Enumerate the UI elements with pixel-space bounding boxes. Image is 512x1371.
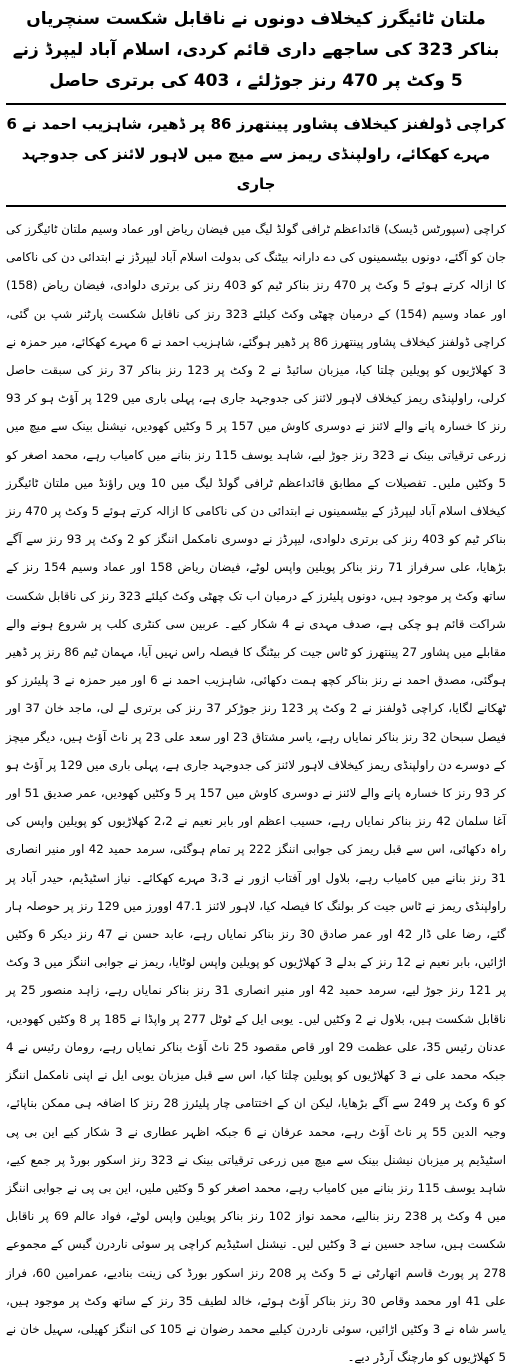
article-headline: ملتان ٹائیگرز کیخلاف دونوں نے ناقابل شکست سنچریاں بناکر 323 کی ساجھے داری قائم کردی، اسلام آباد لیپرڈ زنے 5 وکٹ پر 470 رنز جوڑلئے ، 403 کی برتری حاصل bbox=[12, 9, 500, 91]
subheadline-divider bbox=[6, 205, 506, 207]
headline-divider bbox=[6, 103, 506, 105]
article-body: کراچی (سپورٹس ڈیسک) قائداعظم ٹرافی گولڈ لیگ میں فیضان ریاض اور عماد وسیم ملتان ٹائیگرز کی جان کو آگئے، دونوں بیٹسمینوں کی دے دارانہ بیٹنگ کی بدولت اسلام آباد لیپرڈز نے ابتدائی دن کی ناکامی کا ازالہ کرتے ہوئے 5 وکٹ پر 470 رنز بناکر ٹیم کو 403 رنز کی برتری دلوادی، فیضان ریاض (158) اور عماد وسیم (154) کے درمیان چھٹی وکٹ کیلئے 323 رنز کی ناقابل شکست پارٹنر شپ بن گئی، کراچی ڈولفنز کیخلاف پشاور پینتھرز 86 پر ڈھیر ہوگئے، شاہزیب احمد نے 6 مہرے کھکائے، میر حمزہ نے 3 کھلاڑیوں کو پویلین چلتا کیا، میزبان سائیڈ نے 2 وکٹ پر 123 رنز بناکر 37 رنز کی سبقت حاصل کرلی، راولپنڈی ریمز کیخلاف لاہور لائنز کی جدوجہد جاری ہے، پہلی باری میں 129 پر آؤٹ ہو کر 93 رنز کا خسارہ پانے والے لائنز نے دوسری کاوش میں 157 پر 5 وکٹیں کھودیں، نیشنل بینک سے میچ میں زرعی ترقیاتی بینک نے 323 رنز جوڑ لیے، شاہد یوسف 115 رنز بنانے میں کامیاب رہے، محمد اصغر کو 5 وکٹیں ملیں۔ تفصیلات کے مطابق قائداعظم ٹرافی گولڈ لیگ میں 10 ویں راؤنڈ میں ملتان ٹائیگرز کیخلاف اسلام آباد لیپرڈز کے بیٹسمینوں نے ابتدائی دن کی ناکامی کا ازالہ کرتے ہوئے 5 وکٹ پر 470 رنز بناکر ٹیم کو 403 رنز کی برتری دلوادی، لیپرڈز نے دوسری نامکمل اننگز کو 2 وکٹ پر 93 رنز سے آگے بڑھایا، علی سرفراز 71 رنز بناکر پویلین واپس لوٹے، فیضان ریاض 158 اور عماد وسیم 154 رنز کے ساتھ وکٹ پر موجود ہیں، دونوں پلیئرز کے درمیان اب تک چھٹی وکٹ کیلئے 323 رنز کی ناقابل شکست شراکت قائم ہو چکی ہے، صدف مہدی نے 4 شکار کیے۔ عربین سی کنٹری کلب پر شروع ہونے والے مقابلے میں پشاور 27 پینتھرز کو ٹاس جیت کر بیٹنگ کا فیصلہ راس نہیں آیا، مہمان ٹیم 86 رنز پر ڈھیر ہوگئی، مصدق احمد نے رنز بناکر کچھ ہمت دکھائی، شاہزیب احمد نے 6 اور میر حمزہ نے 3 پلیئرز کو ٹھکانے لگایا، کراچی ڈولفنز نے 2 وکٹ پر 123 رنز جوڑکر 37 رنز کی برتری لے لی، ماجد خان 37 اور فیصل سبحان 32 رنز بناکر نمایاں رہے، یاسر مشتاق 23 اور سعد علی 23 پر ناٹ آؤٹ ہیں، دیگر میچز کے دوسرے دن راولپنڈی ریمز کیخلاف لاہور لائنز کی جدوجہد جاری ہے، پہلی باری میں 129 پر آؤٹ ہو کر 93 رنز کا خسارہ پانے والے لائنز نے دوسری کاوش میں 157 پر 5 وکٹیں کھودیں، عمر صدیق 51 اور آغا سلمان 42 رنز بناکر نمایاں رہے، حسیب اعظم اور بابر نعیم نے 2،2 کھلاڑیوں کو پویلین واپس کی راہ دکھائی، اس سے قبل ریمز کی جوابی اننگز 222 پر تمام ہوگئی، سرمد حمید 42 اور منیر انصاری 31 رنز بنانے میں کامیاب رہے، بلاول اور آفتاب ازور نے 3،3 مہرے کھکائے۔ نیاز اسٹیڈیم، حیدر آباد پر راولپنڈی ریمز نے ٹاس جیت کر بولنگ کا فیصلہ کیا، لاہور لائنز 47.1 اوورز میں 129 رنز پر حوصلہ ہار گئے، رضا علی ڈار 42 اور عمر صادق 30 رنز بناکر نمایاں رہے، عابد حسن نے 47 رنز دیکر 6 وکٹیں اڑائیں، بابر نعیم نے 12 رنز کے بدلے 3 کھلاڑیوں کو پویلین واپس لوٹایا، ریمز نے جوابی اننگز میں 3 وکٹ پر 121 رنز جوڑ لیے، سرمد حمید 42 اور منیر انصاری 31 رنز بناکر نمایاں رہے، زاہد منصور 25 پر ناقابل شکست ہیں، بلاول نے 2 وکٹیں لیں۔ یوبی ایل کے ٹوٹل 277 پر واپڈا نے 185 پر 8 وکٹیں کھودیں، عدنان رئیس 35، علی عظمت 29 اور قاص مقصود 25 ناٹ آؤٹ بناکر نمایاں رہے، رومان رئیس نے 4 جبکہ محمد علی نے 3 کھلاڑیوں کو پویلین چلتا کیا، اس سے قبل میزبان یوبی ایل نے اپنی نامکمل اننگز کو 6 وکٹ پر 249 سے آگے بڑھایا، لیکن ان کے اختتامی چار پلیئرز 28 رنز کا اضافہ ہی ممکن بناپائے، وجیہ الدین 55 پر ناٹ آؤٹ رہے، محمد عرفان نے 6 جبکہ اظہر عطاری نے 3 شکار کیے این بی پی اسٹیڈیم پر میزبان نیشنل بینک سے میچ میں زرعی ترقیاتی بینک نے 323 رنز اسکور بورڈ پر جمع کیے، شاہد یوسف 115 رنز بنانے میں کامیاب رہے، محمد اصغر کو 5 وکٹیں ملیں، این بی پی نے جوابی اننگز میں 4 وکٹ پر 238 رنز بنالیے، محمد نواز 102 رنز بناکر پویلین واپس لوٹے، فواد عالم 69 پر ناقابل شکست ہیں، ساجد حسین نے 3 وکٹیں لیں۔ نیشنل اسٹیڈیم کراچی پر سوئی ناردرن گیس کے مجموعے 278 پر پورٹ قاسم اتھارٹی نے 5 وکٹ پر 208 رنز اسکور بورڈ کی زینت بنادیے، عمرامین 60، فراز علی 41 اور محمد وقاص 30 رنز بناکر آؤٹ ہوئے، خالد لطیف 35 رنز کے ساتھ وکٹ پر موجود ہیں، یاسر شاہ نے 3 وکٹیں اڑائیں، سوئی ناردرن کیلیے محمد رضوان نے 105 کی اننگز کھیلی، سہیل خان نے 5 کھلاڑیوں کو مارچنگ آرڈر دیے۔ bbox=[6, 222, 507, 1365]
article-subheadline: کراچی ڈولفنز کیخلاف پشاور پینتھرز 86 پر ڈھیر، شاہزیب احمد نے 6 مہرے کھکائے، راولپنڈی ریمز سے میچ میں لاہور لائنز کی جدوجہد جاری bbox=[6, 115, 506, 193]
